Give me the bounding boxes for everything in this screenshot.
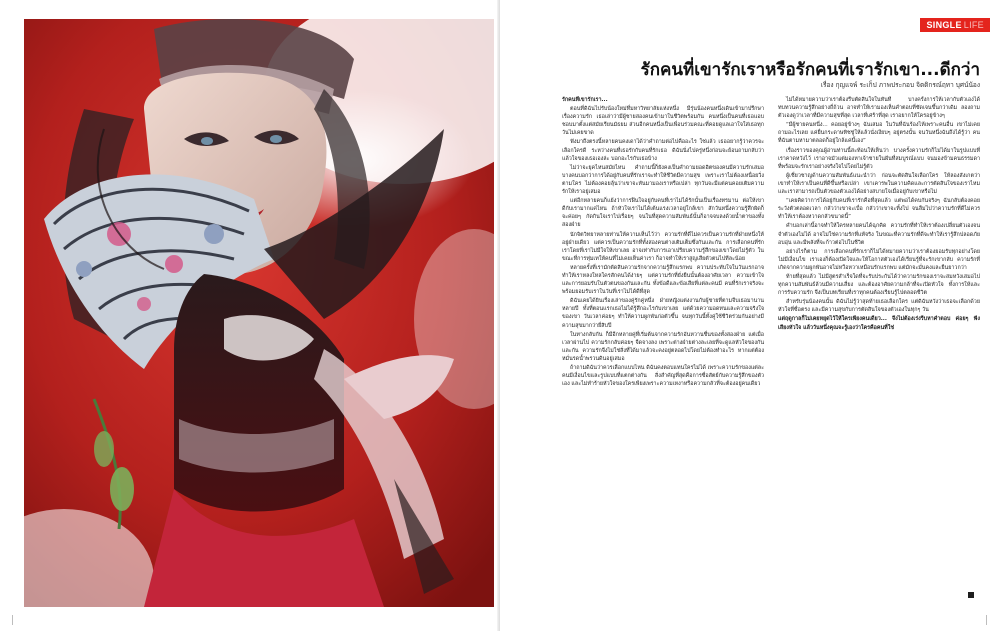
article-column-1 — [562, 96, 764, 611]
section-tag-strong: SINGLE — [926, 20, 962, 30]
body-paragraph: ฟังมาถึงตรงนี้หลายคนคงเดาได้ว่าคำถามต่อไปคืออะไร ใช่แล้ว เธออยากรู้ว่าควรจะเลือกใครดี ระหว่างคนที่เธอรักกับคนที่รักเธอ ดิฉันนิ่งไปครู่หนึ่งก่อนจะย้อนถามกลับว่าแล้วใจของเธอเองล่ะ บอกอะไรกับเธอบ้าง — [562, 139, 764, 162]
section-tag — [920, 18, 990, 32]
body-paragraph: อย่างไรก็ตาม การเลือกคนที่รักเราก็ไม่ได้หมายความว่าเราต้องยอมรับทุกอย่างโดยไม่มีเงื่อนไข เราเองก็ต้องเปิดใจและให้โอกาสตัวเองได้เรียนรู้ที่จะรักเขากลับ ความรักที่เกิดจากความผูกพันอาจไม่หวือหวาเหมือนรักแรกพบ แต่มักจะมั่นคงและยืนยาวกว่า — [778, 248, 980, 271]
woman-with-fan-illustration — [24, 19, 494, 607]
crop-mark-left — [12, 615, 13, 625]
closing-paragraph: แต่ฤดูกาลก็ไม่เคยหยุดไว้ให้ใครเพียงคนเดียว... จึงไม่ต้องเร่งรีบหาคำตอบ ค่อยๆ ฟังเสียงหัวใจ แล้ววันหนึ่งคุณจะรู้เองว่าใครคือคนที่ใช่ — [778, 316, 980, 331]
body-paragraph: ในทางกลับกัน ก็มีอีกหลายคู่ที่เริ่มต้นจากความรักอันหวานชื่นของทั้งสองฝ่าย แต่เมื่อเวลาผ่านไป ความรักกลับค่อยๆ จืดจางลง เพราะต่างฝ่ายต่างละเลยที่จะดูแลหัวใจของกันและกัน ความรักจึงไม่ใช่สิ่งที่ได้มาแล้วจะคงอยู่ตลอดไปโดยไม่ต้องทำอะไร หากแต่ต้องหมั่นรดน้ำพรวนดินอยู่เสมอ — [562, 331, 764, 362]
body-paragraph: คำบอกเล่านี้อาจทำให้ใครหลายคนได้ฉุกคิด ความรักที่ทำให้เราต้องเปลี่ยนตัวเองจนจำตัวเองไม่ได้ อาจไม่ใช่ความรักที่แท้จริง ในขณะที่ความรักที่ดีจะทำให้เรารู้สึกปลอดภัย อบอุ่น และมีพลังที่จะก้าวต่อไปในชีวิต — [778, 223, 980, 246]
body-paragraph: ผู้เชี่ยวชาญด้านความสัมพันธ์แนะนำว่า ก่อนจะตัดสินใจเลือกใคร ให้ลองสังเกตว่าเขาทำให้เราเป็นคนที่ดีขึ้นหรือเปล่า เขาเคารพในความคิดและการตัดสินใจของเราไหม และเราสามารถเป็นตัวของตัวเองได้อย่างสบายใจเมื่ออยู่กับเขาหรือไม่ — [778, 172, 980, 196]
body-paragraph: เรื่องราวของคุณผู้อ่านท่านนี้สะท้อนให้เห็นว่า บางครั้งความรักก็ไม่ได้มาในรูปแบบที่เราคาดหวังไว้ เราอาจมัวแต่มองหาเจ้าชายในฝันที่สมบูรณ์แบบ จนมองข้ามคนธรรมดาที่พร้อมจะรักเราอย่างจริงใจไปโดยไม่รู้ตัว — [778, 147, 980, 170]
body-paragraph: ท้ายที่สุดแล้ว ไม่มีสูตรสำเร็จใดที่จะรับประกันได้ว่าความรักของเราจะสมหวังเสมอไป ทุกความสัมพันธ์ล้วนมีความเสี่ยง และต้องอาศัยความกล้าที่จะเปิดหัวใจ ทั้งการให้และการรับความรัก จึงเป็นบทเรียนที่เราทุกคนต้องเรียนรู้ไปตลอดชีวิต — [778, 273, 980, 297]
column-lead-heading: รักคนที่เขารักเรา... — [562, 97, 608, 103]
section-tag-light: LIFE — [963, 20, 984, 30]
body-paragraph: ตอนที่ดิฉันไปรับน้องใหม่ที่มหาวิทยาลัยแห่งหนึ่ง มีรุ่นน้องคนหนึ่งเดินเข้ามาปรึกษาเรื่องความรัก เธอเล่าว่ามีผู้ชายสองคนเข้ามาในชีวิตพร้อมกัน คนหนึ่งเป็นคนที่เธอแอบชอบมาตั้งแต่สมัยเรียนมัธยม ส่วนอีกคนหนึ่งเป็นเพื่อนร่วมคณะที่คอยดูแลเอาใจใส่เธอทุกวันไม่เคยขาด — [562, 106, 764, 137]
article-column-2 — [778, 96, 980, 611]
body-paragraph: สำหรับรุ่นน้องคนนั้น ดิฉันไม่รู้ว่าสุดท้ายเธอเลือกใคร แต่ดิฉันหวังว่าเธอจะเลือกด้วยหัวใจที่ซื่อตรง และมีความสุขกับการตัดสินใจของตัวเองในทุกๆ วัน — [778, 299, 980, 314]
crop-mark-right — [986, 615, 987, 625]
cover-illustration — [24, 19, 494, 607]
article-byline: เรื่อง กุญแจพ์ ระเก็ป ภาพประกอบ จิตติกรณ์ฤทา บุศน์น้อง — [820, 81, 980, 89]
body-paragraph: “มีผู้ชายคนหนึ่ง... คอยอยู่ข้างๆ ฉันเสมอ ในวันที่ฉันร้องไห้เพราะคนอื่น เขาไม่เคยถามอะไรเลย แค่ยื่นกระดาษทิชชู่ให้แล้วนั่งเงียบๆ อยู่ตรงนั้น จนวันหนึ่งฉันถึงได้รู้ว่า คนที่ฉันตามหามาตลอดก็อยู่ใกล้แค่นี้เอง” — [778, 122, 980, 145]
article-headline: รักคนที่เขารักเราหรือรักคนที่เรารักเขา...ดีกว่า — [640, 60, 980, 80]
body-paragraph: ดิฉันเคยได้ยินเรื่องเล่าของคู่รักคู่หนึ่ง ฝ่ายหญิงแต่งงานกับผู้ชายที่ตามจีบเธอมานานหลายปี ทั้งที่ตอนแรกเธอไม่ได้รู้สึกอะไรกับเขาเลย แต่ด้วยความอดทนและความจริงใจของเขา วันเวลาค่อยๆ ทำให้ความผูกพันก่อตัวขึ้น จนทุกวันนี้ทั้งคู่ใช้ชีวิตร่วมกันอย่างมีความสุขมากว่ายี่สิบปี — [562, 298, 764, 329]
body-paragraph: ไม่ว่าจะยุคไหนสมัยไหน คำถามนี้ก็ยังคงเป็นคำถามยอดฮิตของคนมีความรักเสมอ บางคนบอกว่าการได้อยู่กับคนที่รักเราจะทำให้ชีวิตมีความสุข เพราะเราไม่ต้องเหนื่อยวิ่งตามใคร ไม่ต้องคอยลุ้นว่าเขาจะหันมามองเราหรือเปล่า ทุกวันจะมีแต่คนคอยเติมความรักให้เราอยู่เสมอ — [562, 164, 764, 196]
body-paragraph: ถ้าถามดิฉันว่าควรเลือกแบบไหน ดิฉันคงตอบแทนใครไม่ได้ เพราะความรักของแต่ละคนมีเงื่อนไขและรูปแบบที่แตกต่างกัน สิ่งสำคัญที่สุดคือการซื่อสัตย์กับความรู้สึกของตัวเอง และไม่ทำร้ายหัวใจของใครเพียงเพราะความเหงาหรือความกลัวที่จะต้องอยู่คนเดียว — [562, 365, 764, 388]
end-of-article-mark — [968, 592, 974, 598]
body-paragraph: แต่อีกหลายคนก็แย้งว่าการฝืนใจอยู่กับคนที่เราไม่ได้รักนั้นเป็นเรื่องทรมาน ต่อให้เขาดีกับเรามากแค่ไหน ถ้าหัวใจเราไม่ได้เต้นแรงเวลาอยู่ใกล้เขา สักวันหนึ่งความรู้สึกผิดก็จะค่อยๆ กัดกินใจเราไปเรื่อยๆ จนในที่สุดความสัมพันธ์นั้นก็อาจจบลงด้วยน้ำตาของทั้งสองฝ่าย — [562, 198, 764, 229]
body-paragraph: หลายครั้งที่เรามักตัดสินความรักจากความรู้สึกแรกพบ ความประทับใจในวันแรกอาจทำให้เราหลงใหลใครสักคนได้ง่ายๆ แต่ความรักที่ยั่งยืนนั้นต้องอาศัยเวลา ความเข้าใจ และการยอมรับในตัวตนของกันและกัน ทั้งข้อดีและข้อเสียที่แต่ละคนมี คนที่รักเราจริงจะพร้อมยอมรับเราในวันที่เราไม่ได้ดีที่สุด — [562, 264, 764, 296]
body-paragraph: “เคยคิดว่าการได้อยู่กับคนที่เรารักคือที่สุดแล้ว แต่พอได้คบกันจริงๆ ฉันกลับต้องคอยระวังตัวตลอดเวลา กลัวว่าเขาจะเบื่อ กลัวว่าเขาจะทิ้งไป จนลืมไปว่าความรักที่ดีไม่ควรทำให้เราต้องหวาดกลัวขนาดนี้” — [778, 198, 980, 221]
body-paragraph: ไม่ได้หมายความว่าเราต้องรีบตัดสินใจในทันที บางครั้งการให้เวลากับตัวเองได้ทบทวนความรู้สึกอย่างถี่ถ้วน อาจทำให้เรามองเห็นคำตอบที่ชัดเจนขึ้นกว่าเดิม ลองถามตัวเองดูว่าเวลาที่มีความสุขที่สุด เวลาที่เศร้าที่สุด เราอยากให้ใครอยู่ข้างๆ — [778, 97, 980, 120]
body-paragraph: นักจิตวิทยาหลายท่านให้ความเห็นไว้ว่า ความรักที่ดีไม่ควรเป็นความรักที่ฝ่ายหนึ่งให้อยู่ฝ่ายเดียว แต่ควรเป็นความรักที่ทั้งสองคนต่างเติมเต็มซึ่งกันและกัน การเลือกคนที่รักเราโดยที่เราไม่มีใจให้เขาเลย อาจเท่ากับการเอาเปรียบความรู้สึกของเขาโดยไม่รู้ตัว ในขณะที่การทุ่มเทให้คนที่ไม่เคยเห็นค่าเรา ก็อาจทำให้เราสูญเสียตัวตนไปทีละน้อย — [562, 231, 764, 262]
